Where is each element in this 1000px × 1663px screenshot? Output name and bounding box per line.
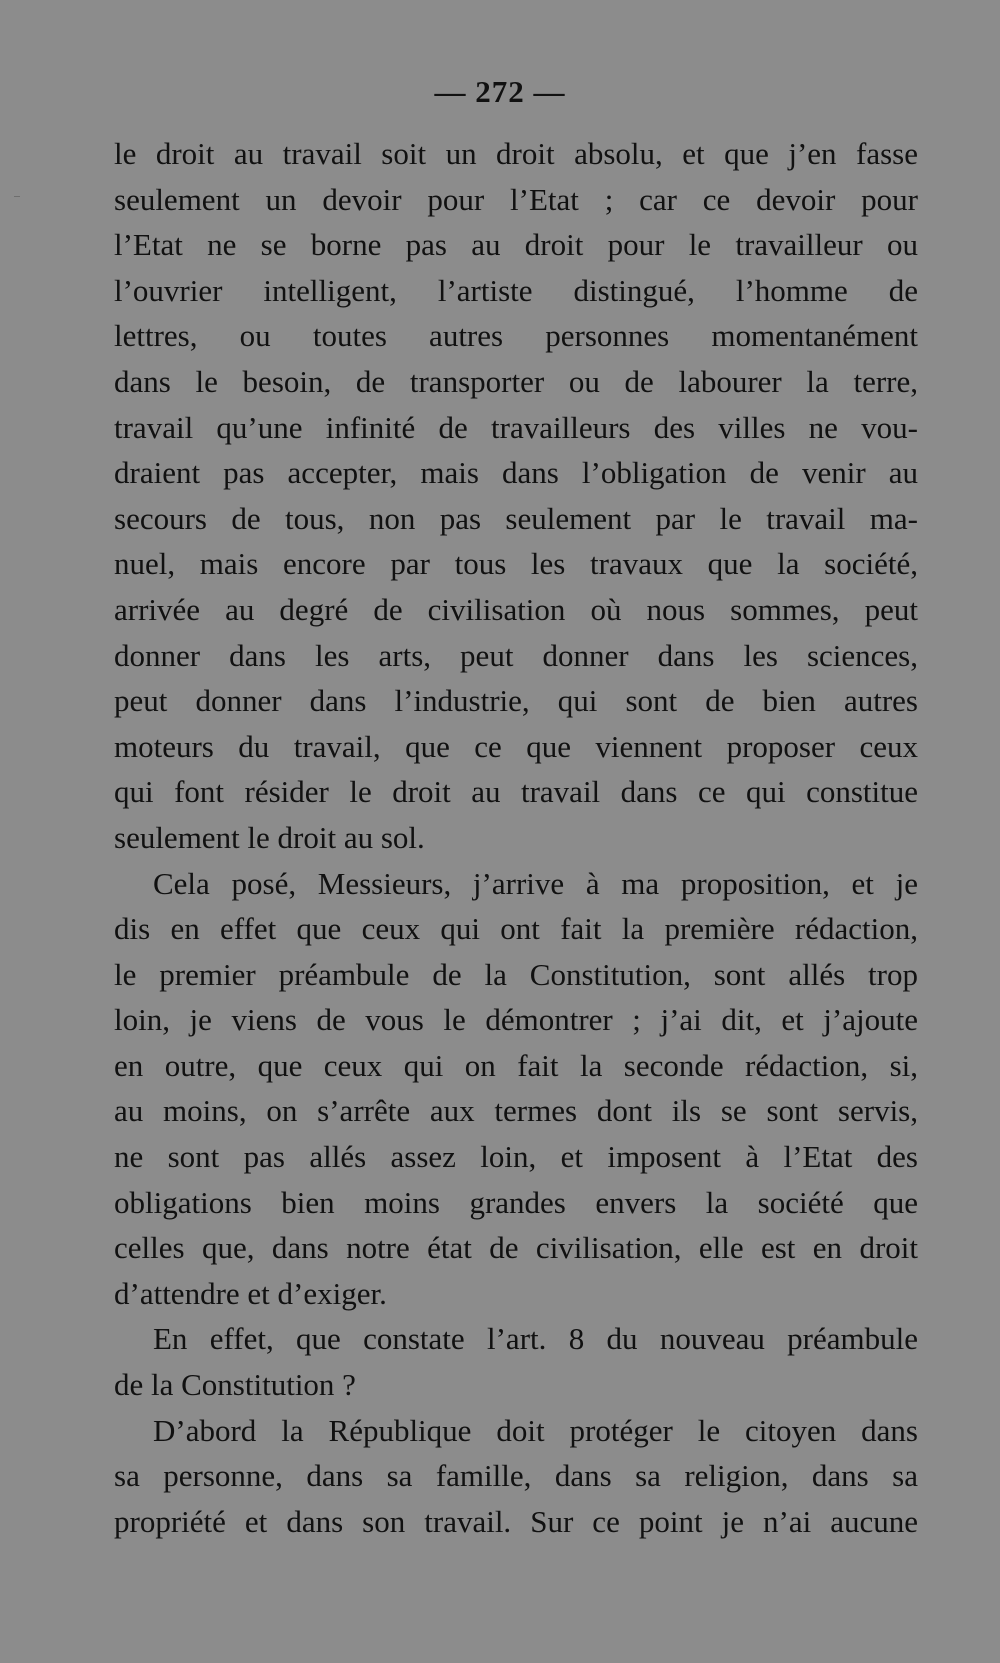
margin-mark xyxy=(14,196,20,197)
page-number: — 272 — xyxy=(434,74,566,109)
text-line: au moins, on s’arrête aux termes dont ils se sont servis, xyxy=(114,1093,918,1129)
text-line: obligations bien moins grandes envers la société que xyxy=(114,1184,918,1220)
paragraph-start-line: En effet, que constate l’art. 8 du nouveau préambule xyxy=(153,1321,918,1357)
text-line: arrivée au degré de civilisation où nous sommes, peut xyxy=(114,591,918,627)
text-line: le droit au travail soit un droit absolu, et que j’en fasse xyxy=(114,136,918,171)
text-line: qui font résider le droit au travail dans ce qui constitue xyxy=(114,774,918,810)
text-line: en outre, que ceux qui on fait la seconde rédaction, si, xyxy=(114,1047,918,1083)
paragraph-start-line: Cela posé, Messieurs, j’arrive à ma proposition, et je xyxy=(153,865,918,901)
text-line: travail qu’une infinité de travailleurs des villes ne vou- xyxy=(114,409,918,445)
text-line: nuel, mais encore par tous les travaux que la société, xyxy=(114,546,918,582)
text-line: l’Etat ne se borne pas au droit pour le travailleur ou xyxy=(114,227,918,263)
text-line: loin, je viens de vous le démontrer ; j’ai dit, et j’ajoute xyxy=(114,1002,918,1038)
text-line: draient pas accepter, mais dans l’obligation de venir au xyxy=(114,455,918,491)
text-line: dans le besoin, de transporter ou de labourer la terre, xyxy=(114,363,918,399)
text-line: moteurs du travail, que ce que viennent proposer ceux xyxy=(114,728,918,764)
paragraph-end-line: de la Constitution ? xyxy=(114,1367,356,1403)
paragraph-end-line: d’attendre et d’exiger. xyxy=(114,1275,387,1311)
text-line: seulement un devoir pour l’Etat ; car ce devoir pour xyxy=(114,181,918,217)
paragraph-start-line: D’abord la République doit protéger le citoyen dans xyxy=(153,1412,918,1448)
text-line: lettres, ou toutes autres personnes momentanément xyxy=(114,318,918,354)
paragraph-end-line: seulement le droit au sol. xyxy=(114,819,425,855)
text-line: secours de tous, non pas seulement par le travail ma- xyxy=(114,500,918,536)
text-line: dis en effet que ceux qui ont fait la première rédaction, xyxy=(114,911,918,947)
text-line: ne sont pas allés assez loin, et imposent à l’Etat des xyxy=(114,1139,918,1175)
text-line: l’ouvrier intelligent, l’artiste distingué, l’homme de xyxy=(114,272,918,308)
text-line: propriété et dans son travail. Sur ce point je n’ai aucune xyxy=(114,1503,918,1539)
body-text xyxy=(114,131,918,1544)
text-line: sa personne, dans sa famille, dans sa religion, dans sa xyxy=(114,1458,918,1494)
text-line: celles que, dans notre état de civilisation, elle est en droit xyxy=(114,1230,918,1266)
text-line: peut donner dans l’industrie, qui sont de bien autres xyxy=(114,683,918,719)
text-line: le premier préambule de la Constitution, sont allés trop xyxy=(114,956,918,992)
text-line: donner dans les arts, peut donner dans les sciences, xyxy=(114,637,918,673)
